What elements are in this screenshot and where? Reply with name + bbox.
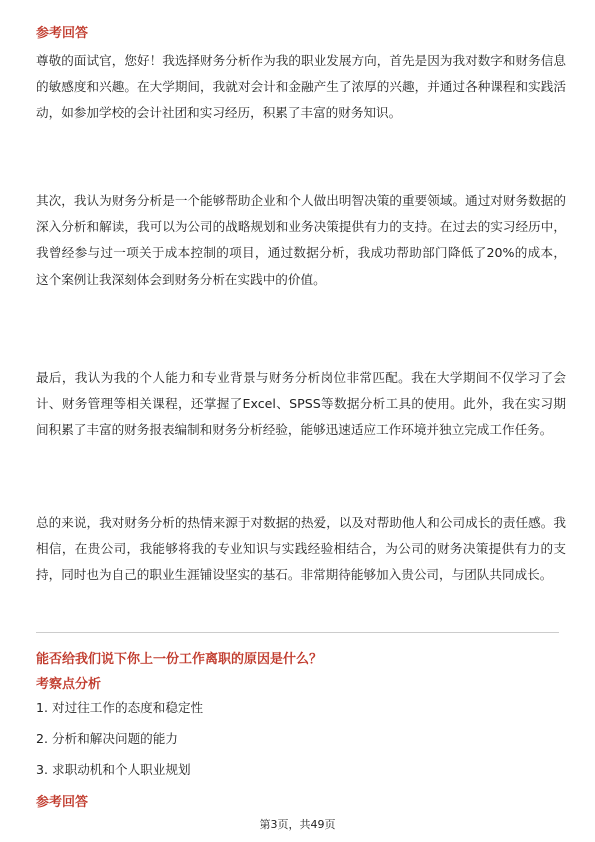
answer-paragraph-1: 尊敬的面试官，您好！我选择财务分析作为我的职业发展方向，首先是因为我对数字和财务信息的敏感度和兴趣。在大学期间，我就对会计和金融产生了浓厚的兴趣，并通过各种课程和实践活动，如参加学校的会计社团和实习经历，积累了丰富的财务知识。 (36, 53, 566, 121)
question-title: 能否给我们说下你上一份工作离职的原因是什么？ (36, 652, 323, 667)
section-divider (36, 632, 559, 633)
list-item: 1. 对过往工作的态度和稳定性 (36, 700, 204, 715)
list-item: 2. 分析和解决问题的能力 (36, 731, 178, 746)
analysis-heading: 考察点分析 (36, 677, 102, 692)
answer-paragraph-3: 最后，我认为我的个人能力和专业背景与财务分析岗位非常匹配。我在大学期间不仅学习了会计、财务管理等相关课程，还掌握了Excel、SPSS等数据分析工具的使用。此外，我在实习期间积累了丰富的财务报表编制和财务分析经验，能够迅速适应工作环境并独立完成工作任务。 (36, 370, 566, 438)
section-heading-reference-answer: 参考回答 (36, 26, 89, 41)
analysis-points-list (36, 700, 203, 793)
answer-heading: 参考回答 (36, 795, 89, 810)
list-item: 3. 求职动机和个人职业规划 (36, 762, 191, 777)
page-number: 第3页，共49页 (259, 818, 336, 831)
answer-paragraph-4: 总的来说，我对财务分析的热情来源于对数据的热爱，以及对帮助他人和公司成长的责任感。我相信，在贵公司，我能够将我的专业知识与实践经验相结合，为公司的财务决策提供有力的支持，同时也为自己的职业生涯铺设坚实的基石。非常期待能够加入贵公司，与团队共同成长。 (36, 515, 566, 583)
answer-paragraph-2: 其次，我认为财务分析是一个能够帮助企业和个人做出明智决策的重要领域。通过对财务数据的深入分析和解读，我可以为公司的战略规划和业务决策提供有力的支持。在过去的实习经历中，我曾经参与过一项关于成本控制的项目，通过数据分析，我成功帮助部门降低了20%的成本，这个案例让我深刻体会到财务分析在实践中的价值。 (36, 193, 566, 287)
